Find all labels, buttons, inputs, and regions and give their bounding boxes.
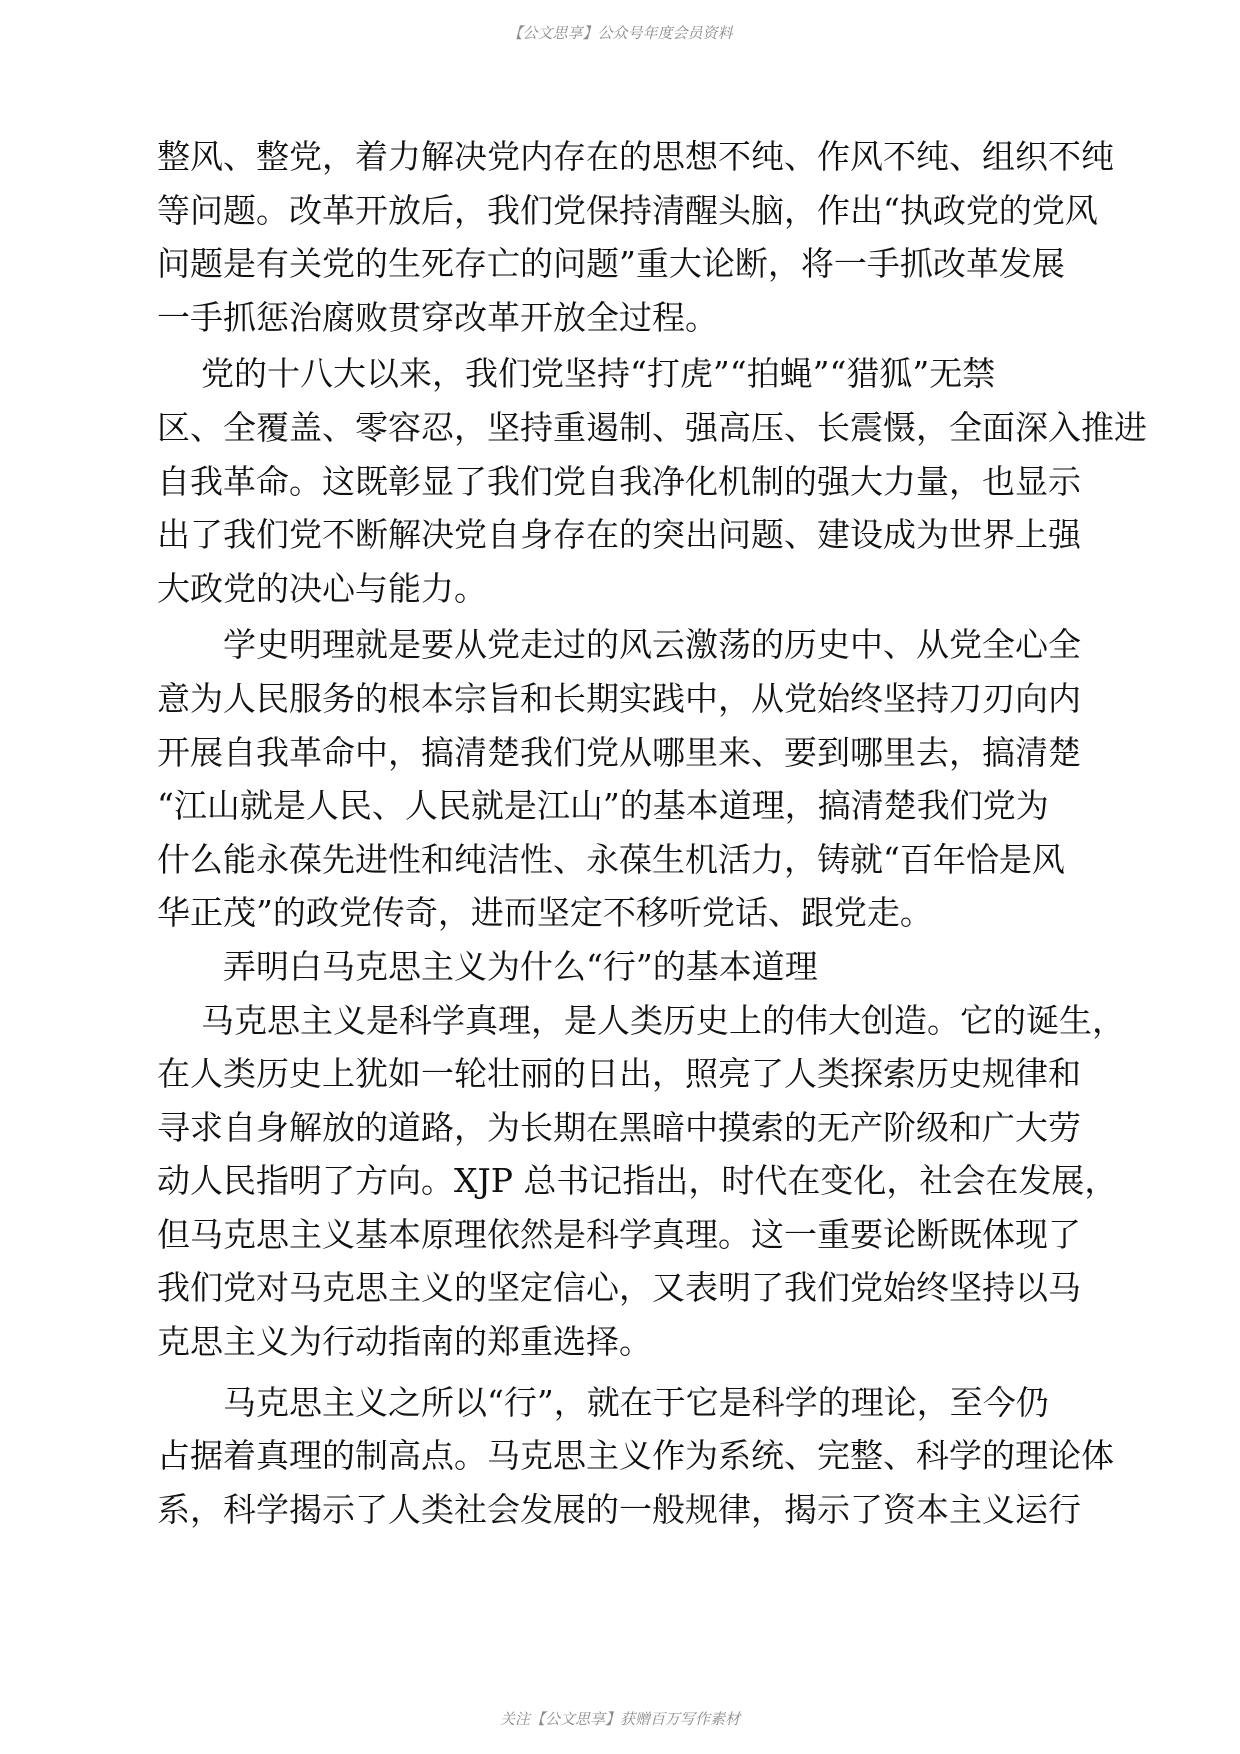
text-line: 党的十八大以来，我们党坚持“打虎”“拍蝇”“猎狐”无禁: [201, 354, 996, 394]
text-line: 什么能永葆先进性和纯洁性、永葆生机活力，铸就“百年恰是风: [157, 839, 1065, 879]
heading-line: 弄明白马克思主义为什么“行”的基本道理: [223, 946, 818, 986]
paragraph-5: [157, 1376, 1114, 1537]
section-heading: [157, 940, 1097, 994]
text-line: 马克思主义之所以“行”，就在于它是科学的理论，至今仍: [223, 1382, 1049, 1422]
text-line: 但马克思主义基本原理依然是科学真理。这一重要论断既体现了: [157, 1214, 1081, 1254]
text-line: 等问题。改革开放后，我们党保持清醒头脑，作出“执政党的党风: [157, 190, 1098, 230]
text-line: 学史明理就是要从党走过的风云激荡的历史中、从党全心全: [223, 625, 1081, 665]
text-line: 马克思主义是科学真理，是人类历史上的伟大创造。它的诞生，: [201, 1000, 1125, 1040]
text-line: 自我革命。这既彰显了我们党自我净化机制的强大力量，也显示: [157, 461, 1081, 501]
text-line: 意为人民服务的根本宗旨和长期实践中，从党始终坚持刀刃向内: [157, 678, 1081, 718]
text-line: “江山就是人民、人民就是江山”的基本道理，搞清楚我们党为: [157, 786, 1049, 826]
text-line: 大政党的决心与能力。: [157, 568, 487, 608]
paragraph-4: [157, 994, 1125, 1369]
text-line: 区、全覆盖、零容忍，坚持重遏制、强高压、长震慑，全面深入推进: [157, 407, 1147, 447]
text-line: 华正茂”的政党传奇，进而坚定不移听党话、跟党走。: [157, 893, 933, 933]
text-line: 一手抓惩治腐败贯穿改革开放全过程。: [157, 297, 718, 337]
page-footer: 关注【公文思享】获赠百万写作素材: [499, 1710, 740, 1728]
text-line: 动人民指明了方向。XJP 总书记指出，时代在变化，社会在发展，: [157, 1161, 1118, 1201]
paragraph-1: [157, 130, 1114, 344]
text-line: 问题是有关党的生死存亡的问题”重大论断，将一手抓改革发展: [157, 244, 1065, 284]
text-line: 出了我们党不断解决党自身存在的突出问题、建设成为世界上强: [157, 515, 1081, 555]
paragraph-3: [157, 618, 1097, 940]
text-line: 我们党对马克思主义的坚定信心，又表明了我们党始终坚持以马: [157, 1268, 1081, 1308]
text-line: 克思主义为行动指南的郑重选择。: [157, 1322, 652, 1362]
text-line: 寻求自身解放的道路，为长期在黑暗中摸索的无产阶级和广大劳: [157, 1107, 1081, 1147]
text-line: 占据着真理的制高点。马克思主义作为系统、完整、科学的理论体: [157, 1436, 1114, 1476]
text-line: 在人类历史上犹如一轮壮丽的日出，照亮了人类探索历史规律和: [157, 1054, 1081, 1094]
text-line: 开展自我革命中，搞清楚我们党从哪里来、要到哪里去，搞清楚: [157, 732, 1081, 772]
page-header: 【公文思享】公众号年度会员资料: [507, 24, 733, 42]
paragraph-2: [157, 347, 1147, 615]
text-line: 整风、整党，着力解决党内存在的思想不纯、作风不纯、组织不纯: [157, 137, 1114, 176]
text-line: 系，科学揭示了人类社会发展的一般规律，揭示了资本主义运行: [157, 1489, 1081, 1529]
document-body: [157, 130, 1147, 1536]
